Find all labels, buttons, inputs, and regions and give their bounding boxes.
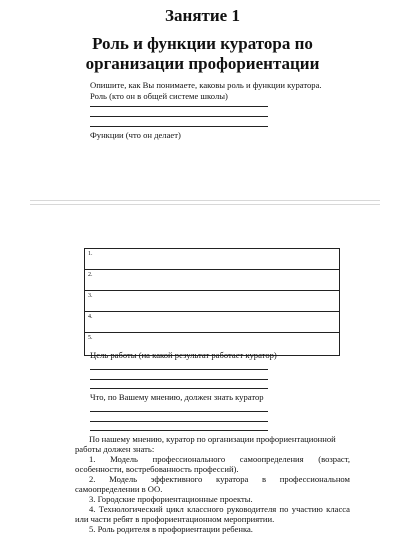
row-number: 2. — [85, 270, 340, 291]
row-number: 5. — [88, 335, 93, 341]
list-item: 1. Модель профессионального самоопределения (возраст, особенности, востребованность профессий). — [75, 454, 350, 474]
title-line-2: организации профориентации — [85, 54, 320, 73]
table-row[interactable] — [85, 270, 340, 291]
goal-prompt: Цель работы (на какой результат работает куратор) — [90, 350, 277, 360]
table-row[interactable] — [85, 312, 340, 333]
answer-line[interactable] — [90, 421, 268, 422]
list-item: 3. Городские профориентационные проекты. — [89, 494, 253, 504]
answer-line[interactable] — [90, 411, 268, 412]
answer-line[interactable] — [90, 116, 268, 117]
page-break-divider — [30, 200, 380, 201]
page-title — [0, 34, 405, 74]
answer-line[interactable] — [90, 369, 268, 370]
answer-line[interactable] — [90, 106, 268, 107]
list-item: 2. Модель эффективного куратора в профессиональном самоопределении в ОО. — [75, 474, 350, 494]
instruction-text: Опишите, как Вы понимаете, каковы роль и функции куратора. — [90, 80, 322, 90]
row-number: 4. — [85, 312, 340, 333]
answer-line[interactable] — [90, 126, 268, 127]
lesson-heading: Занятие 1 — [165, 6, 240, 25]
answer-line[interactable] — [90, 388, 268, 389]
row-number: 3. — [85, 291, 340, 312]
functions-prompt: Функции (что он делает) — [90, 130, 181, 140]
table-row[interactable] — [85, 249, 340, 270]
answer-line[interactable] — [90, 379, 268, 380]
title-line-1: Роль и функции куратора по — [92, 34, 313, 53]
opinion-line-2: работы должен знать: — [75, 444, 155, 454]
list-item: 4. Технологический цикл классного руководителя по участию класса или части ребят в профориентационном мероприятии. — [75, 504, 350, 524]
page-break-divider — [30, 204, 380, 205]
answer-line[interactable] — [90, 430, 268, 431]
row-number: 1. — [85, 249, 340, 270]
table-row[interactable] — [85, 291, 340, 312]
role-prompt: Роль (кто он в общей системе школы) — [90, 91, 228, 101]
list-item: 5. Роль родителя в профориентации ребенка. — [89, 524, 253, 534]
opinion-line-1: По нашему мнению, куратор по организации профориентационной — [89, 434, 336, 444]
answers-table — [84, 248, 340, 356]
knowledge-prompt: Что, по Вашему мнению, должен знать куратор — [90, 392, 264, 402]
